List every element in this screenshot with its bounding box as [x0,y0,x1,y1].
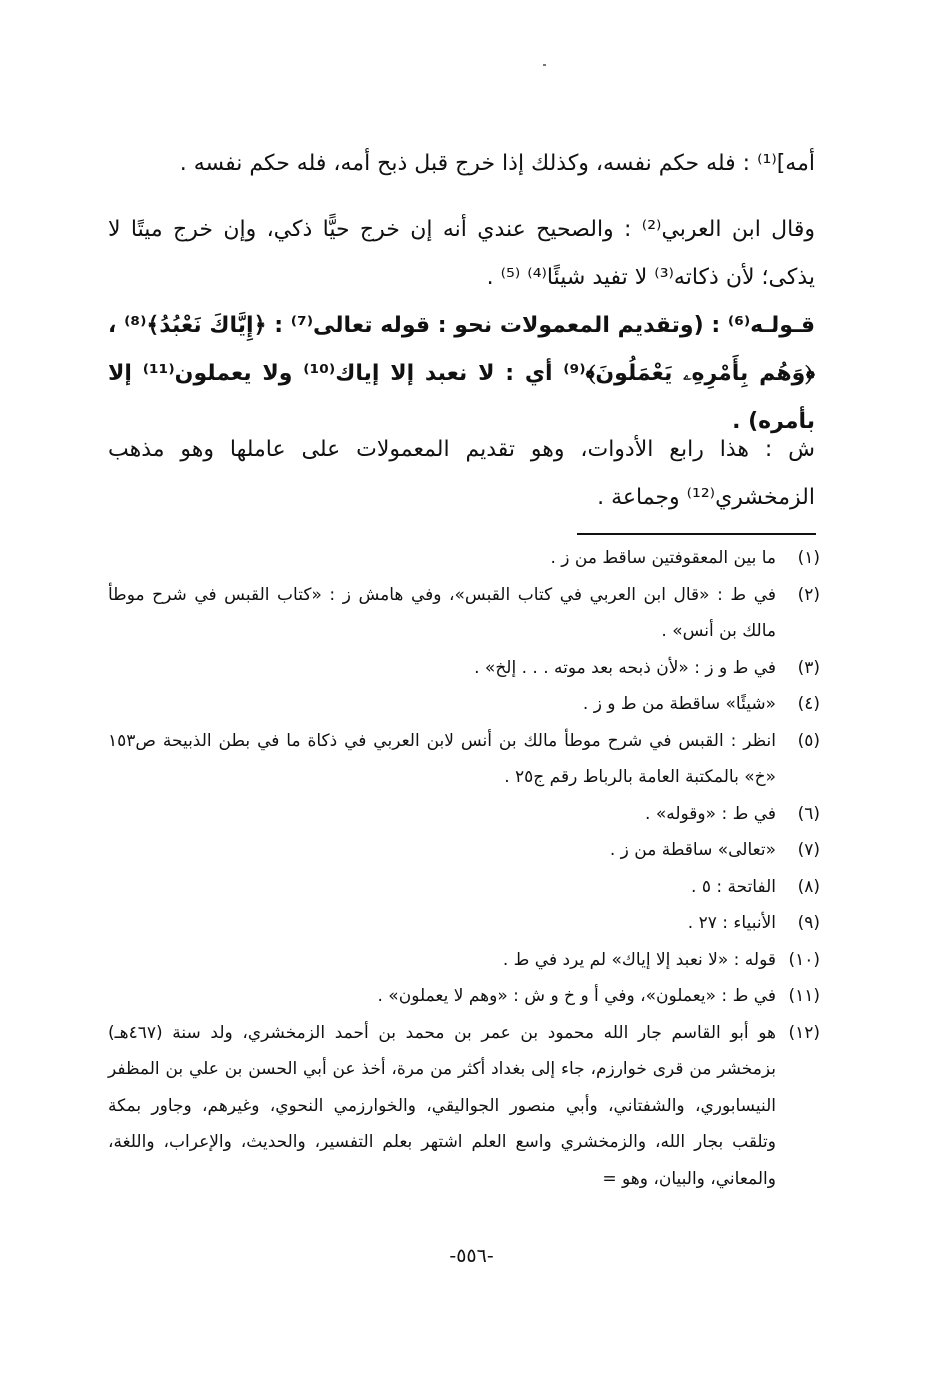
footnote-text: في ط : «قال ابن العربي في كتاب القبس»، وفي هامش ز : «كتاب القبس في شرح موطأ مالك بن أنس» . [108,584,776,641]
paragraph-2: وقال ابن العربي⁽²⁾ : والصحيح عندي أنه إن خرج حيًّا ذكي، وإن خرج ميتًا لا يذكى؛ لأن ذكاته⁽³⁾ لا تفيد شيئًا⁽⁴⁾ ⁽⁵⁾ . [108,217,815,290]
footnote-text: الأنبياء : ٢٧ . [687,913,776,933]
footnote-separator [577,533,816,535]
footnote-text: في ط و ز : «لأن ذبحه بعد موته . . . إلخ» . [474,657,776,678]
footnote-9 [108,905,820,942]
footnote-number: (١١) [788,986,820,1006]
footnote-5 [108,723,820,796]
footnote-10 [108,942,820,979]
footnotes [108,540,820,1197]
footnote-text: في ط : «يعملون»، وفي أ و خ و ش : «وهم لا يعملون» . [377,986,776,1006]
footnote-number: (٨) [797,876,820,897]
footnote-number: (٤) [797,694,820,714]
footnote-7 [108,832,820,869]
footnote-text: الفاتحة : ٥ . [691,876,776,897]
footnote-text: «تعالى» ساقطة من ز . [609,840,776,860]
paragraph-4: ش : هذا رابع الأدوات، وهو تقديم المعمولات على عاملها وهو مذهب الزمخشري⁽¹²⁾ وجماعة . [108,437,815,510]
footnote-text: ما بين المعقوفتين ساقط من ز . [550,548,776,568]
footnote-number: (٩) [797,913,820,933]
paragraph-3: قـولـه⁽⁶⁾ : (وتقديم المعمولات نحو : قوله تعالى⁽⁷⁾ : ﴿إِيَّاكَ نَعْبُدُ﴾⁽⁸⁾ ، ﴿وَهُم بِأَمْرِهِۦ يَعْمَلُونَ﴾⁽⁹⁾ أي : لا نعبد إلا إياك⁽¹⁰⁾ ولا يعملون⁽¹¹⁾ إلا بأمره) . [108,313,816,434]
footnote-number: (٥) [797,730,820,751]
page-number: -٥٥٦- [449,1245,494,1267]
footnote-1 [108,540,820,577]
footnote-number: (١) [797,548,820,568]
footnote-text: في ط : «وقوله» . [645,803,776,824]
footnote-number: (٢) [797,584,820,605]
footnote-3 [108,650,820,687]
footnote-8 [108,869,820,906]
footnote-11 [108,978,820,1015]
footnote-text: انظر : القبس في شرح موطأ مالك بن أنس لابن العربي في ذكاة ما في بطن الذبيحة ص١٥٣ «خ» بالمكتبة العامة بالرباط رقم ج٢٥ . [108,730,776,787]
paragraph-1: أمه]⁽¹⁾ : فله حكم نفسه، وكذلك إذا خرج قبل ذبح أمه، فله حكم نفسه . [179,151,815,176]
footnote-number: (٦) [797,803,820,824]
footnote-6 [108,796,820,833]
footnote-text: «شيئًا» ساقطة من ط و ز . [582,694,776,714]
footnote-2 [108,577,820,650]
footnote-number: (١٢) [788,1022,820,1043]
footnote-text: قوله : «لا نعبد إلا إياك» لم يرد في ط . [502,949,776,970]
footnote-4 [108,686,820,723]
footnote-number: (٣) [797,657,820,678]
footnote-12 [108,1015,820,1198]
footnote-text: هو أبو القاسم جار الله محمود بن عمر بن محمد بن أحمد الزمخشري، ولد سنة (٤٦٧هـ) بزمخشر من قرى خوارزم، جاء إلى بغداد أكثر من مرة، أخذ عن أبي الحسن بن علي بن المظفر النيسابوري، والشفتاني، وأبي منصور الجواليقي، والخوارزمي النحوي، وغيرهم، وجاور بمكة وتلقب بجار الله، والزمخشري واسع العلم اشتهر بعلم التفسير، والحديث، والإعراب، واللغة، والمعاني، والبيان، وهو = [108,1022,776,1189]
scan-speck [543,64,546,66]
footnote-number: (١٠) [788,949,820,970]
footnote-number: (٧) [797,840,820,860]
